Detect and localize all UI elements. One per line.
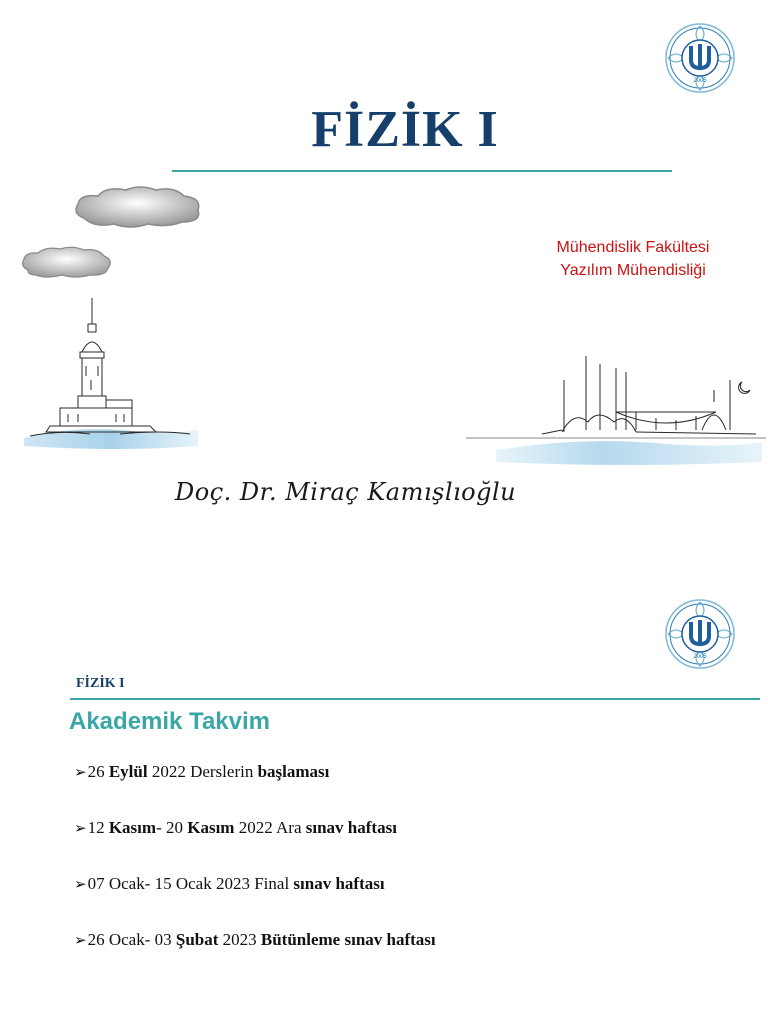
author-name: Doç. Dr. Miraç Kamışlıoğlu (175, 478, 517, 506)
calendar-item: ➢26 Eylül 2022 Derslerin başlaması (74, 762, 330, 781)
arrow-bullet-icon: ➢ (74, 821, 87, 837)
svg-text:2005: 2005 (693, 78, 707, 84)
academic-calendar-list (74, 762, 436, 986)
department-name: Yazılım Mühendisliği (560, 262, 706, 279)
faculty-name: Mühendislik Fakültesi (556, 239, 710, 256)
cloud-illustration (18, 244, 114, 280)
university-logo (664, 598, 736, 670)
cloud-illustration (70, 184, 204, 230)
arrow-bullet-icon: ➢ (74, 933, 87, 949)
page-title: FİZİK I (311, 101, 499, 158)
svg-text:2005: 2005 (693, 654, 707, 660)
slide-heading: FİZİK I (76, 676, 125, 691)
istanbul-skyline-sketch (466, 350, 766, 468)
heading-underline (70, 698, 760, 700)
university-logo (664, 22, 736, 94)
slide-subtitle: Akademik Takvim (69, 708, 270, 735)
maiden-tower-sketch (20, 296, 200, 450)
calendar-item: ➢26 Ocak- 03 Şubat 2023 Bütünleme sınav haftası (74, 930, 436, 949)
calendar-slide (0, 588, 768, 1024)
faculty-label (500, 236, 766, 282)
arrow-bullet-icon: ➢ (74, 877, 87, 893)
calendar-item: ➢07 Ocak- 15 Ocak 2023 Final sınav haftası (74, 874, 385, 893)
arrow-bullet-icon: ➢ (74, 765, 87, 781)
calendar-item: ➢12 Kasım- 20 Kasım 2022 Ara sınav haftası (74, 818, 397, 837)
title-underline (172, 170, 672, 172)
